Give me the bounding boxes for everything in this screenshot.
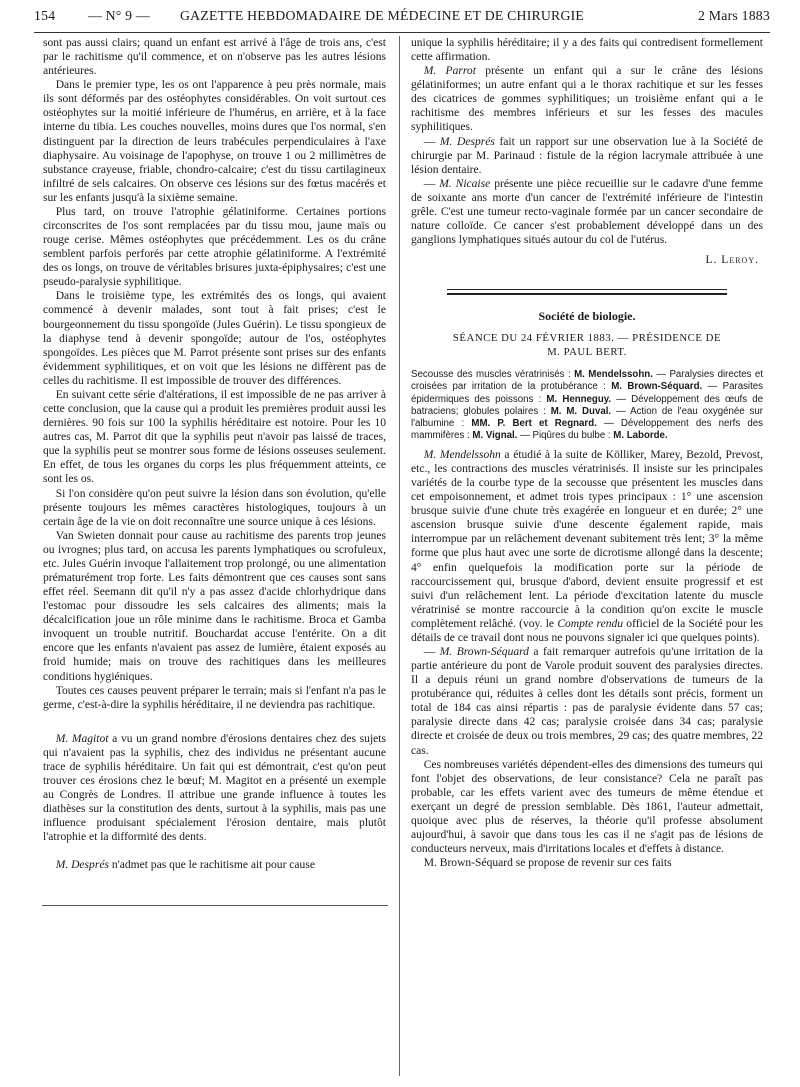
- speaker-name: M. Magitot: [55, 732, 109, 745]
- ornament-rule: [447, 289, 727, 295]
- despres-paragraph: M. Després n'admet pas que le rachitisme ait pour cause: [55, 859, 315, 872]
- issue-date: 2 Mars 1883: [698, 8, 770, 23]
- paragraph: Dans le premier type, les os ont l'apparence à peu près normale, mais ils sont déformés par des ostéophytes considérables. On voit surtout ces ostéophytes sur la moitié inférieure de l'humérus, en arrière, et à la face interne du tibia. Les couches nouvelles, moins dures que l'os normal, s'en distinguent par la direction de leurs trabécules perpendiculaires à l'axe diaphysaire. Au voisinage de l'apophyse, on trouve 1 ou 2 millimètres de substance crayeuse, friable, chondro-calcaire; c'est du tissu cartilagineux infiltré de sels calcaires. On observe ces lésions sur des fœtus macérés et sur les enfants jusqu'à la sixième semaine.: [43, 79, 386, 204]
- publication-reference: Compte rendu: [557, 617, 624, 630]
- author-signature: L. Leroy.: [705, 254, 759, 267]
- speaker-name: M. Brown-Séquard: [439, 645, 529, 658]
- mendelssohn-paragraph: M. Mendelssohn a étudié à la suite de Kölliker, Marey, Bezold, Prevost, etc., les contractions des muscles vératrinisés. Il insiste sur les principales variétés de la courbe type de la secousse que présentent les muscles dans cet empoisonnement, et admet trois types principaux : 1° une ascension brusque suivie d'une chute très exagérée en longueur et en durée; 2° une ascension brusque suivie d'une descente également rapide, mais interrompue par un relâchement devenant subitement très lent; 3° la même forme que plus haut avec une sorte de dicrotisme allongé dans la descente; 4° enfin quelquefois la modification porte sur la période de raccourcissement qui, brusque d'abord, devient ensuite progressif et est suivi d'un relâchement lent. La période d'excitation latente du muscle vératrinisé se montre raccourcie à la condition qu'on excite le muscle complètement relâché. (voy. le Compte rendu officiel de la Société pour les détails de ce travail dont nous ne pouvons signaler ici que quelques points).: [411, 448, 763, 644]
- paragraph: Plus tard, on trouve l'atrophie gélatiniforme. Certaines portions circonscrites de l'os sont remplacées par du tissu mou, jaune maïs ou rouge cerise. Mêmes ostéophytes que précédemment. Les os du crâne semblent parfois perforés par cette atrophie gélatiniforme. A l'extrémité des os longs, on trouve de véritables brisures juxta-épiphysaires; c'est une pseudo-paralysie syphilitique.: [43, 205, 386, 289]
- page-header: [34, 8, 770, 30]
- despres-report-paragraph: — M. Després fait un rapport sur une observation lue à la Société de chirurgie par M. Parinaud : fistule de la région lacrymale attribuée à une lésion dentaire.: [411, 135, 763, 176]
- paragraph: sont pas aussi clairs; quand un enfant est arrivé à l'âge de trois ans, c'est par le rachitisme qu'il commence, et on n'observe pas les autres lésions antérieures.: [43, 37, 386, 78]
- page-number: 154: [34, 8, 56, 23]
- paragraph: En suivant cette série d'altérations, il est impossible de ne pas arriver à cette conclusion, que la cause qui a produit les premières produit aussi les dernières. 90 fois sur 100 la syphilis héréditaire est notoire. Pour les 10 autres cas, M. Parrot dit que la syphilis peut n'avoir pas laissé de traces, que la syphilis peut se montrer sous forme de lésions osseuses seulement. En effet, de tous les organes du corps les plus fréquemment atteints, ce sont les os.: [43, 388, 386, 486]
- column-divider: [399, 36, 400, 1076]
- section-title: Société de biologie.: [538, 309, 636, 324]
- brown-sequard-paragraph: — M. Brown-Séquard a fait remarquer autrefois qu'une irritation de la partie antérieure du pont de Varole produit souvent des paralysies directes. Il a depuis réuni un grand nombre d'observations de tumeurs de la protubérance qui, réduites à celles dont les détails sont précis, forment un total de 184 cas ainsi répartis : pas de paralysie évidente dans 57 cas; paralysie directe dans 42 cas; paralysie croisée dans 34 cas; paralysie directe et croisée de deux ou trois membres, 29 cas; des quatre membres, 22 cas.: [411, 645, 763, 757]
- session-heading: SÉANCE DU 24 FÉVRIER 1883. — PRÉSIDENCE DE M. PAUL BERT.: [452, 332, 722, 359]
- nicaise-paragraph: — M. Nicaise présente une pièce recueillie sur le cadavre d'une femme de soixante ans morte d'un cancer de l'extrémité inférieure de l'intestin grêle. C'est une tumeur recto-vaginale formée par un cancer secondaire de nature colloïde. Ce cancer s'est probablement développé dans un des ganglions lymphatiques situés autour du col de l'utérus.: [411, 177, 764, 247]
- paragraph: Si l'on considère qu'on peut suivre la lésion dans son évolution, qu'elle présente toujours les mêmes caractères histologiques, toujours à un certain âge de la vie on doit reconnaître une source unique à ces lésions.: [43, 487, 386, 528]
- right-column: [411, 36, 763, 870]
- section-rule: [42, 905, 388, 906]
- speaker-name: M. Després: [55, 859, 109, 872]
- paragraph: Van Swieten donnait pour cause au rachitisme des parents trop jeunes ou ivrognes; plus tard, on accusa les parents lymphatiques ou scrofuleux, etc. Jules Guérin invoque l'allaitement trop prolongé, ou une alimentation prématurément trop forte. Les faits démontrent que ces causes sont sans effet réel. Seemann dit qu'il n'y a pas assez d'acide chlorhydrique dans l'estomac pour dissoudre les sels calcaires des aliments; mais la décalcification joue un rôle minime dans le rachitisme. Broca et Gamba invoquent un trouble nutritif. Bouchardat accuse l'entérite. On a dit encore que les enfants n'avaient pas assez de lumière, étaient exposés au froid humide; mais on trouve des rachitiques dans les meilleures conditions hygiéniques.: [43, 529, 386, 683]
- session-summary: Secousse des muscles vératrinisés : M. Mendelssohn. — Paralysies directes et croisées par irritation de la protubérance : M. Brown-Séquard. — Parasites épidermiques des poissons : M. Henneguy. — Développement des œufs de batraciens; globules polaires : M. M. Duval. — Action de l'eau oxygénée sur l'albumine : MM. P. Bert et Regnard. — Développement des nerfs des mammifères : M. Vignal. — Piqûres du bulbe : M. Laborde.: [411, 369, 764, 441]
- header-rule: [34, 32, 770, 33]
- speaker-name: M. Parrot: [423, 65, 476, 78]
- paragraph: Dans le troisième type, les extrémités des os longs, qui avaient commencé à devenir malades, sont tout à fait prises; c'est le bourgeonnement du tissu spongoïde (Jules Guérin). Le tissu spongieux de la diaphyse tend à devenir spongoïde; autour de l'os, ostéophytes spongoïdes. Les pièces que M. Parrot présente sont prises sur des enfants évidemment syphilitiques, et on voit que les lésions ne diffèrent pas de celles du rachitisme. Il est impossible de trouver des différences.: [43, 290, 386, 387]
- paragraph: Toutes ces causes peuvent préparer le terrain; mais si l'enfant n'a pas le germe, c'est-à-dire la syphilis héréditaire, il ne deviendra pas rachitique.: [43, 684, 386, 711]
- paragraph: M. Brown-Séquard se propose de revenir sur ces faits: [423, 857, 672, 870]
- issue-number: — N° 9 —: [88, 8, 150, 23]
- speaker-name: M. Després: [439, 135, 495, 148]
- left-column: [43, 36, 386, 872]
- journal-title: GAZETTE HEBDOMADAIRE DE MÉDECINE ET DE CHIRURGIE: [180, 8, 585, 23]
- speaker-name: M. Nicaise: [439, 177, 491, 190]
- paragraph: Ces nombreuses variétés dépendent-elles des dimensions des tumeurs qui font l'objet des observations, de leur consistance? Cela ne paraît pas probable, car les effets varient avec des tumeurs de même étendue et exerçant un degré de pression semblable. Dès 1861, l'auteur admettait, quoique avec plus de réserves, la théorie qu'il professe absolument aujourd'hui, à savoir que dans tous les cas il ne s'agit pas de lésions de conducteurs nerveux, mais d'irritations locales et d'effets à distance.: [411, 758, 763, 856]
- speaker-name: M. Mendelssohn: [423, 448, 501, 461]
- magitot-paragraph: M. Magitot a vu un grand nombre d'érosions dentaires chez des sujets qui n'avaient pas la syphilis, chez des individus ne présentant aucune trace de syphilis héréditaire. Un fait qui est démontrait, c'est qu'on peut trouver ces érosions chez le bœuf; M. Magitot en a présenté un exemple au Congrès de Londres. Il attribue une grande influence à toutes les diathèses sur la constitution des dents, surtout à la syphilis, mais pas une influence produisant spécialement l'érosion dentaire, mais plutôt l'atrophie et la difformité des dents.: [43, 732, 386, 844]
- parrot-paragraph: M. Parrot présente un enfant qui a sur le crâne des lésions gélatiniformes; un autre enfant qui a le thorax rachitique et sur les fesses des cicatrices de gommes syphilitiques; un troisième enfant qui a le rachitisme des membres inférieurs et sur les fesses des macules syphilitiques.: [411, 65, 763, 134]
- paragraph: unique la syphilis héréditaire; il y a des faits qui contredisent formellement cette affirmation.: [411, 37, 763, 64]
